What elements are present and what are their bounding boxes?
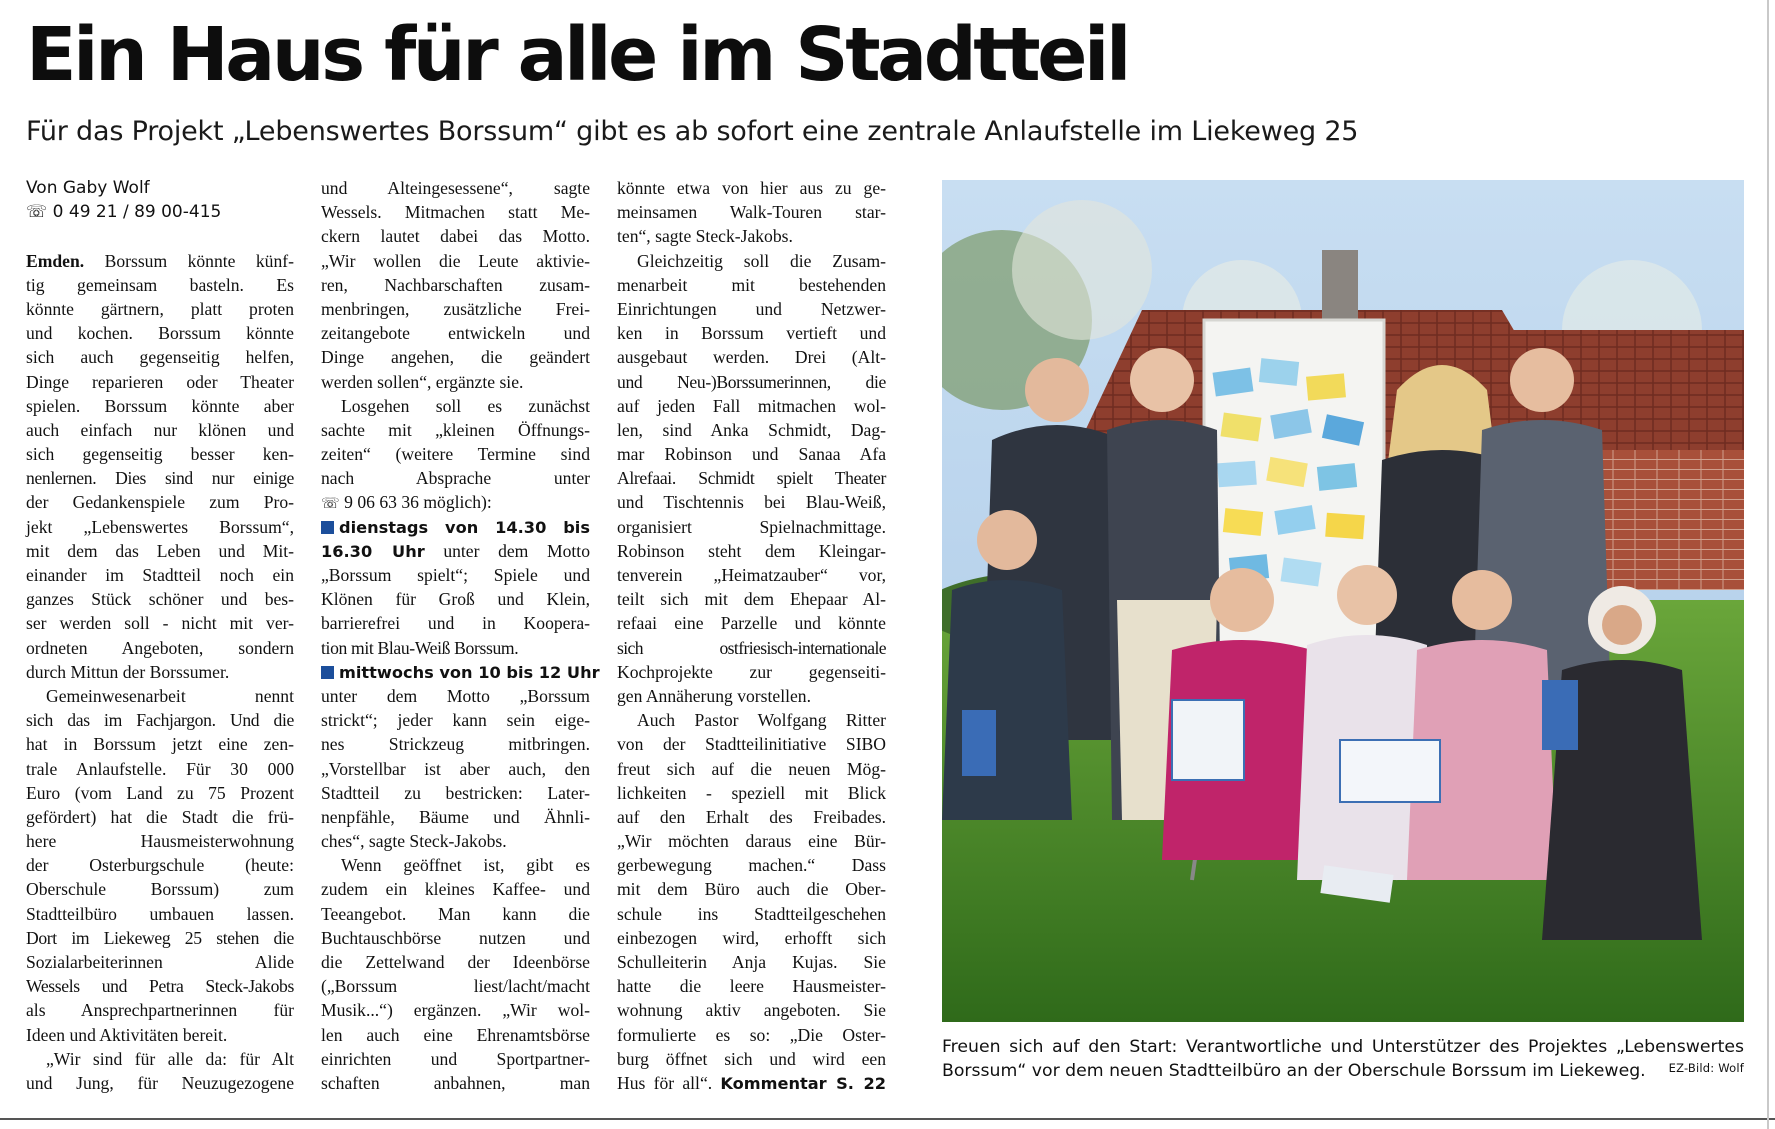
phone-icon: ☏ xyxy=(321,494,340,513)
text-line: barrierefrei und in Koopera- xyxy=(321,613,590,634)
text-line: zeiten“ (weitere Termine sind xyxy=(321,444,590,465)
text-line: nenlernen. Dies sind nur einige xyxy=(26,468,294,489)
text-line: teilt sich mit dem Ehepaar Al- xyxy=(617,589,886,610)
text-line: Sozialarbeiterinnen Alide xyxy=(26,952,294,973)
text-line: ren, Nachbarschaften zusam- xyxy=(321,274,590,295)
text-line: „Wir möchten daraus eine Bür- xyxy=(617,831,886,852)
text-line: sich gegenseitig besser ken- xyxy=(26,444,294,465)
text-line: ausgebaut werden. Drei (Alt- xyxy=(617,347,886,368)
text-line: ken in Borssum vertieft und xyxy=(617,323,886,344)
text-line: strickt“; jeder kann sein eige- xyxy=(321,710,590,731)
text-line: Losgehen soll es zunächst xyxy=(341,395,590,416)
text-line: tig gemeinsam basteln. Es xyxy=(26,274,294,295)
text-line: auch einfach nur klönen und xyxy=(26,419,294,440)
text-line: Wessels und Petra Steck-Jakobs xyxy=(26,976,294,997)
text-line: Dinge angehen, die geändert xyxy=(321,347,590,368)
text-line: ches“, sagte Steck-Jakobs. xyxy=(321,831,507,852)
text-line: len auch eine Ehrenamtsbörse xyxy=(321,1024,590,1045)
author-byline: Von Gaby Wolf xyxy=(26,178,150,198)
text-line: organisiert Spielnachmittage. xyxy=(617,516,886,537)
text-line: werden sollen“, ergänzte sie. xyxy=(321,371,524,392)
text-line: lichkeiten - speziell mit Blick xyxy=(617,782,886,803)
text-line: schaften anbahnen, man xyxy=(321,1072,590,1093)
text-line: „Vorstellbar ist aber auch, den xyxy=(321,758,590,779)
text-line: trale Anlaufstelle. Für 30 000 xyxy=(26,758,294,779)
text-line: menbringen, zusätzliche Frei- xyxy=(321,298,590,319)
text-line: Auch Pastor Wolfgang Ritter xyxy=(637,710,886,731)
text-line: mittwochs von 10 bis 12 Uhr xyxy=(321,660,590,684)
text-line: jekt „Lebenswertes Borssum“, xyxy=(26,516,294,537)
text-line: meinsamen Walk-Touren star- xyxy=(617,202,886,223)
text-line: Ideen und Aktivitäten bereit. xyxy=(26,1024,228,1045)
text-line: ordneten Angeboten, sondern xyxy=(26,637,294,658)
text-line: schule ins Stadtteilgeschehen xyxy=(617,903,886,924)
text-line: Buchtauschbörse nutzen und xyxy=(321,927,590,948)
text-line: unter dem Motto „Borssum xyxy=(321,685,590,706)
text-line: mit dem Büro auch die Ober- xyxy=(617,879,886,900)
text-line: auf den Erhalt des Freibades. xyxy=(617,806,886,827)
text-line: wohnung aktiv angeboten. Sie xyxy=(617,1000,886,1021)
text-line: und Jung, für Neuzugezogene xyxy=(26,1072,294,1093)
text-line: Schulleiterin Anja Kujas. Sie xyxy=(617,952,886,972)
text-line: der Osterburgschule (heute: xyxy=(26,855,294,876)
headline: Ein Haus für alle im Stadtteil xyxy=(26,12,1128,98)
bullet-square-icon xyxy=(321,521,334,534)
text-line: („Borssum liest/lacht/macht xyxy=(321,976,590,997)
text-line: und Alteingesessene“, sagte xyxy=(321,178,590,198)
text-line: könnte gärtnern, platt proten xyxy=(26,298,294,319)
text-line: sachte mit „kleinen Öffnungs- xyxy=(321,419,590,440)
text-line: und Neu-)Borssumerinnen, die xyxy=(617,371,886,392)
text-line: hat in Borssum jetzt eine zen- xyxy=(26,734,294,755)
text-line: mit dem das Leben und Mit- xyxy=(26,540,294,561)
text-line: burg öffnet sich und wird een xyxy=(617,1048,886,1069)
text-line: Robinson steht dem Kleingar- xyxy=(617,540,886,561)
text-line: nenpfähle, Bäume und Ähnli- xyxy=(321,806,590,827)
text-line: ganzes Stück schöner und bes- xyxy=(26,589,294,610)
text-line: here Hausmeisterwohnung xyxy=(26,831,294,852)
text-line: Dort im Liekeweg 25 stehen die xyxy=(26,927,294,948)
text-line: ckern lautet dabei das Motto. xyxy=(321,226,590,247)
text-line: sich ostfriesisch-internationale xyxy=(617,637,886,658)
article-column-3 xyxy=(617,176,886,1095)
text-line: Kochprojekte zur gegenseiti- xyxy=(617,661,886,682)
text-line: Wessels. Mitmachen statt Me- xyxy=(321,202,590,223)
text-line: ten“, sagte Steck-Jakobs. xyxy=(617,226,793,247)
text-line: formulierte es so: „Die Oster- xyxy=(617,1024,886,1045)
text-line: gen Annäherung vorstellen. xyxy=(617,685,811,706)
text-line: und Tischtennis bei Blau-Weiß, xyxy=(617,492,886,513)
text-line: einbezogen wird, erhofft sich xyxy=(617,927,886,948)
dateline: Emden. xyxy=(26,250,85,271)
text-line: Wenn geöffnet ist, gibt es xyxy=(341,855,590,876)
bullet-square-icon xyxy=(321,666,334,679)
text-line: Klönen für Groß und Klein, xyxy=(321,589,590,610)
text-line: zeitangebote entwickeln und xyxy=(321,323,590,344)
article-photo xyxy=(942,180,1744,1022)
commentary-reference: Kommentar S. 22 xyxy=(720,1073,886,1093)
text-line: einrichten und Sportpartner- xyxy=(321,1048,590,1069)
text-line: ☏ 9 06 63 36 möglich): xyxy=(321,492,492,513)
text-line: Dinge reparieren oder Theater xyxy=(26,371,294,392)
text-line: freut sich auf die neuen Mög- xyxy=(617,758,886,779)
text-line: von der Stadtteilinitiative SIBO xyxy=(617,734,886,755)
text-line: tion mit Blau-Weiß Borssum. xyxy=(321,637,519,658)
text-line: Teeangebot. Man kann die xyxy=(321,903,590,924)
subheadline: Für das Projekt „Lebenswertes Borssum“ gibt es ab sofort eine zentrale Anlaufstelle im Liekeweg 25 xyxy=(26,116,1359,147)
text-line: Stadtteilbüro umbauen lassen. xyxy=(26,903,294,924)
text-line: einander im Stadtteil noch ein xyxy=(26,565,294,586)
text-line: gefördert) hat die Stadt die frü- xyxy=(26,806,294,827)
text-line: Oberschule Borssum) zum xyxy=(26,879,294,900)
text-line: durch Mittun der Borssumer. xyxy=(26,661,230,682)
group-photo-illustration xyxy=(942,180,1744,1022)
text-line: refaai eine Parzelle und könnte xyxy=(617,613,886,634)
text-line: nes Strickzeug mitbringen. xyxy=(321,734,590,755)
text-line: zudem ein kleines Kaffee- und xyxy=(321,879,590,900)
text-line: Musik...“) ergänzen. „Wir wol- xyxy=(321,1000,590,1021)
text-line: „Wir sind für alle da: für Alt xyxy=(46,1048,294,1069)
text-line: und kochen. Borssum könnte xyxy=(26,323,294,344)
text-line: auf jeden Fall mitmachen wol- xyxy=(617,395,886,416)
text-line: die Zettelwand der Ideenbörse xyxy=(321,952,590,972)
article-column-1 xyxy=(26,176,294,1095)
text-line: Gemeinwesenarbeit nennt xyxy=(46,685,294,706)
text-line: Euro (vom Land zu 75 Prozent xyxy=(26,782,294,803)
text-line: hatte die leere Hausmeister- xyxy=(617,976,886,997)
page-edge-divider xyxy=(1767,0,1769,1129)
text-line: menarbeit mit bestehenden xyxy=(617,274,886,295)
text-line: als Ansprechpartnerinnen für xyxy=(26,1000,294,1021)
text-line: Stadtteil zu bestricken: Later- xyxy=(321,782,590,803)
article-column-2 xyxy=(321,176,600,1095)
text-line: len, sind Anka Schmidt, Dag- xyxy=(617,419,886,440)
photo-caption xyxy=(942,1035,1744,1083)
text-line: nach Absprache unter xyxy=(321,468,590,489)
text-line: sich auch gegenseitig helfen, xyxy=(26,347,294,368)
text-line: Alrefaai. Schmidt spielt Theater xyxy=(617,468,886,489)
text-line: ser werden soll - nicht mit ver- xyxy=(26,613,294,634)
text-line: tenverein „Heimatzauber“ vor, xyxy=(617,565,886,585)
text-line: könnte etwa von hier aus zu ge- xyxy=(617,178,886,198)
text-line: sich das im Fachjargon. Und die xyxy=(26,710,294,731)
author-phone: ☏ 0 49 21 / 89 00-415 xyxy=(26,202,222,223)
text-line: „Wir wollen die Leute aktivie- xyxy=(321,250,590,271)
caption-line: Freuen sich auf den Start: Verantwortliche und Unterstützer des Projektes „Lebenswertes xyxy=(942,1037,1744,1057)
bottom-divider xyxy=(0,1118,1775,1120)
text-line: 16.30 Uhr unter dem Motto xyxy=(321,540,590,561)
caption-line: Borssum“ vor dem neuen Stadtteilbüro an der Oberschule Borssum im Liekeweg. xyxy=(942,1061,1646,1082)
text-line: mar Robinson und Sanaa Afa xyxy=(617,444,886,465)
text-line: „Borssum spielt“; Spiele und xyxy=(321,565,590,585)
text-line: gerbewegung machen.“ Dass xyxy=(617,855,886,876)
text-line: spielen. Borssum könnte aber xyxy=(26,395,294,416)
text-line: dienstags von 14.30 bis xyxy=(321,515,590,539)
photo-credit: EZ-Bild: Wolf xyxy=(1668,1061,1744,1076)
text-line: Gleichzeitig soll die Zusam- xyxy=(637,250,886,271)
text-line: der Gedankenspiele zum Pro- xyxy=(26,492,294,513)
text-line: Einrichtungen und Netzwer- xyxy=(617,298,886,319)
text-line: Hus för all“. Kommentar S. 22 xyxy=(617,1072,886,1093)
text-line: Emden. Borssum könnte künf- xyxy=(26,250,294,271)
